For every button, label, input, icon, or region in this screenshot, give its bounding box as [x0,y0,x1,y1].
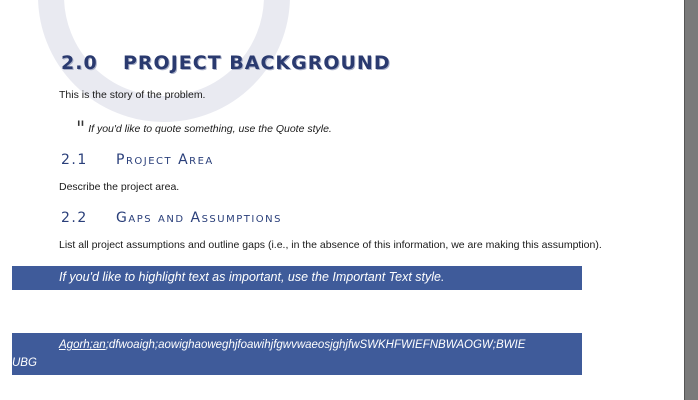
typed-text-block[interactable] [12,333,582,375]
gaps-paragraph[interactable]: List all project assumptions and outline gaps (i.e., in the absence of this information, we are making this assumption). [59,239,602,251]
heading-2-title: Gaps and Assumptions [116,210,282,226]
important-text: If you'd like to highlight text as important, use the Important Text style. [59,270,445,284]
quote-mark-icon: " [76,116,86,140]
heading-2-title: Project Area [116,152,214,168]
heading-2-project-area[interactable] [61,152,214,168]
heading-2-gaps[interactable] [61,210,282,226]
typed-text-underlined: Agorh;an [59,339,106,351]
quote-paragraph[interactable] [76,116,332,140]
intro-paragraph[interactable]: This is the story of the problem. [59,89,206,101]
important-text-block[interactable] [12,266,582,290]
heading-1-title: PROJECT BACKGROUND [123,52,391,74]
typed-text-rest: ;dfwoaigh;aowighaoweghjfoawihjfgwvwaeosjghjfwSWKHFWIEFNBWAOGW;BWIE [105,339,526,351]
typed-text-line-2: UBG [12,357,37,369]
heading-1[interactable] [61,52,391,74]
workspace-background [684,0,698,400]
quote-text: If you'd like to quote something, use the Quote style. [88,123,332,135]
typed-text-line-1 [59,335,525,355]
heading-1-number: 2.0 [61,52,98,74]
project-area-paragraph[interactable]: Describe the project area. [59,181,180,193]
heading-2-number: 2.2 [61,210,88,226]
heading-2-number: 2.1 [61,152,88,168]
